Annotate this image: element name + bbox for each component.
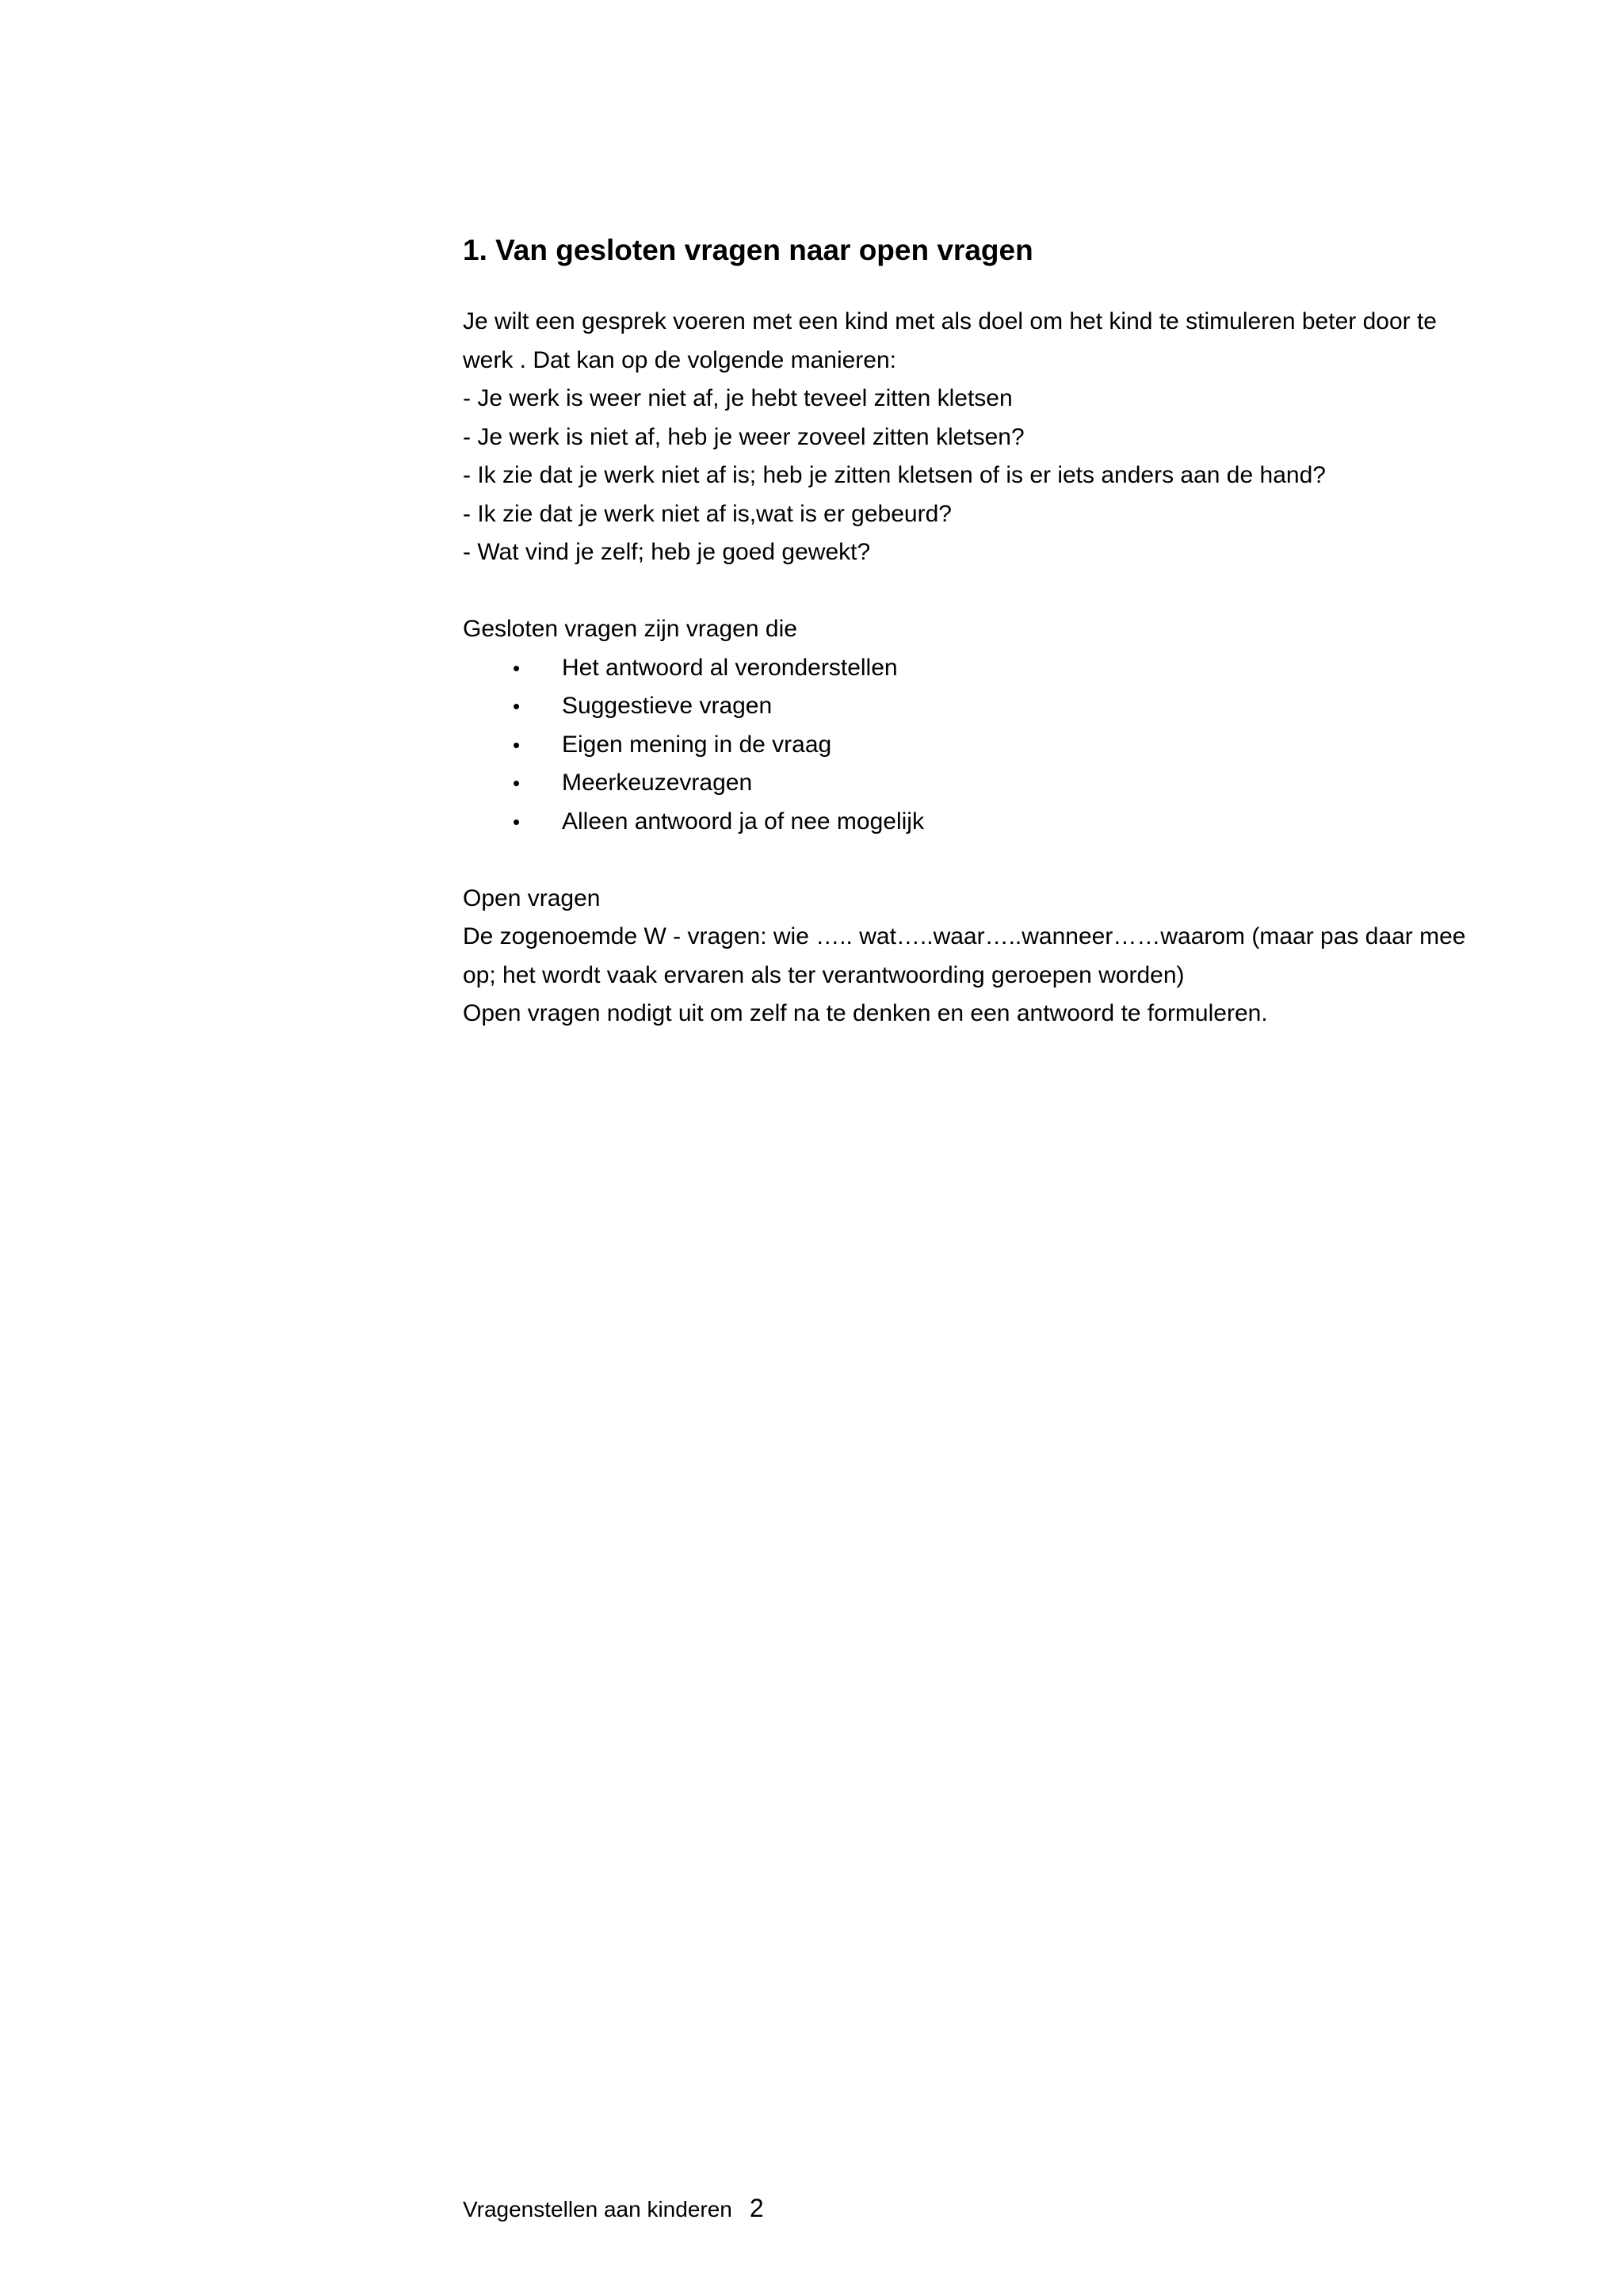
bullet-icon: • xyxy=(513,771,521,795)
bullet-icon: • xyxy=(513,809,521,834)
section-heading: 1. Van gesloten vragen naar open vragen xyxy=(463,234,1033,266)
example-line: - Je werk is niet af, heb je weer zoveel zitten kletsen? xyxy=(463,423,1025,450)
closed-questions-intro: Gesloten vragen zijn vragen die xyxy=(463,616,797,642)
open-questions-line: Open vragen nodigt uit om zelf na te denken en een antwoord te formuleren. xyxy=(463,1000,1268,1026)
list-item-text: Meerkeuzevragen xyxy=(562,770,753,796)
intro-line: Je wilt een gesprek voeren met een kind met als doel om het kind te stimuleren beter door te xyxy=(463,308,1437,334)
list-item-text: Suggestieve vragen xyxy=(562,693,773,719)
bullet-icon: • xyxy=(513,732,521,757)
list-item xyxy=(463,649,1525,688)
bullet-icon: • xyxy=(513,655,521,680)
example-line: - Ik zie dat je werk niet af is,wat is er gebeurd? xyxy=(463,500,952,527)
list-item xyxy=(463,726,1525,765)
page-footer xyxy=(463,2192,764,2225)
list-item-text: Alleen antwoord ja of nee mogelijk xyxy=(562,808,924,835)
intro-line: werk . Dat kan op de volgende manieren: xyxy=(463,346,896,373)
page-number: 2 xyxy=(749,2194,764,2222)
paragraph-spacer xyxy=(463,572,1525,611)
closed-questions-list xyxy=(463,649,1525,842)
page-content xyxy=(463,227,1525,1033)
list-item xyxy=(463,803,1525,842)
open-questions-title: Open vragen xyxy=(463,884,601,911)
list-item-text: Eigen mening in de vraag xyxy=(562,731,832,758)
intro-paragraph xyxy=(463,303,1525,572)
bullet-icon: • xyxy=(513,694,521,718)
open-questions-line: De zogenoemde W - vragen: wie ….. wat…..waar…..wanneer……waarom (maar pas daar mee xyxy=(463,923,1466,949)
footer-title: Vragenstellen aan kinderen xyxy=(463,2197,732,2222)
open-questions-line: op; het wordt vaak ervaren als ter verantwoording geroepen worden) xyxy=(463,961,1185,988)
example-line: - Wat vind je zelf; heb je goed gewekt? xyxy=(463,539,871,565)
example-line: - Je werk is weer niet af, je hebt teveel zitten kletsen xyxy=(463,385,1013,411)
open-questions-paragraph xyxy=(463,880,1525,1033)
list-item xyxy=(463,687,1525,726)
paragraph-spacer xyxy=(463,841,1525,880)
example-line: - Ik zie dat je werk niet af is; heb je zitten kletsen of is er iets anders aan de hand? xyxy=(463,462,1326,488)
list-item-text: Het antwoord al veronderstellen xyxy=(562,654,898,681)
list-item xyxy=(463,764,1525,803)
